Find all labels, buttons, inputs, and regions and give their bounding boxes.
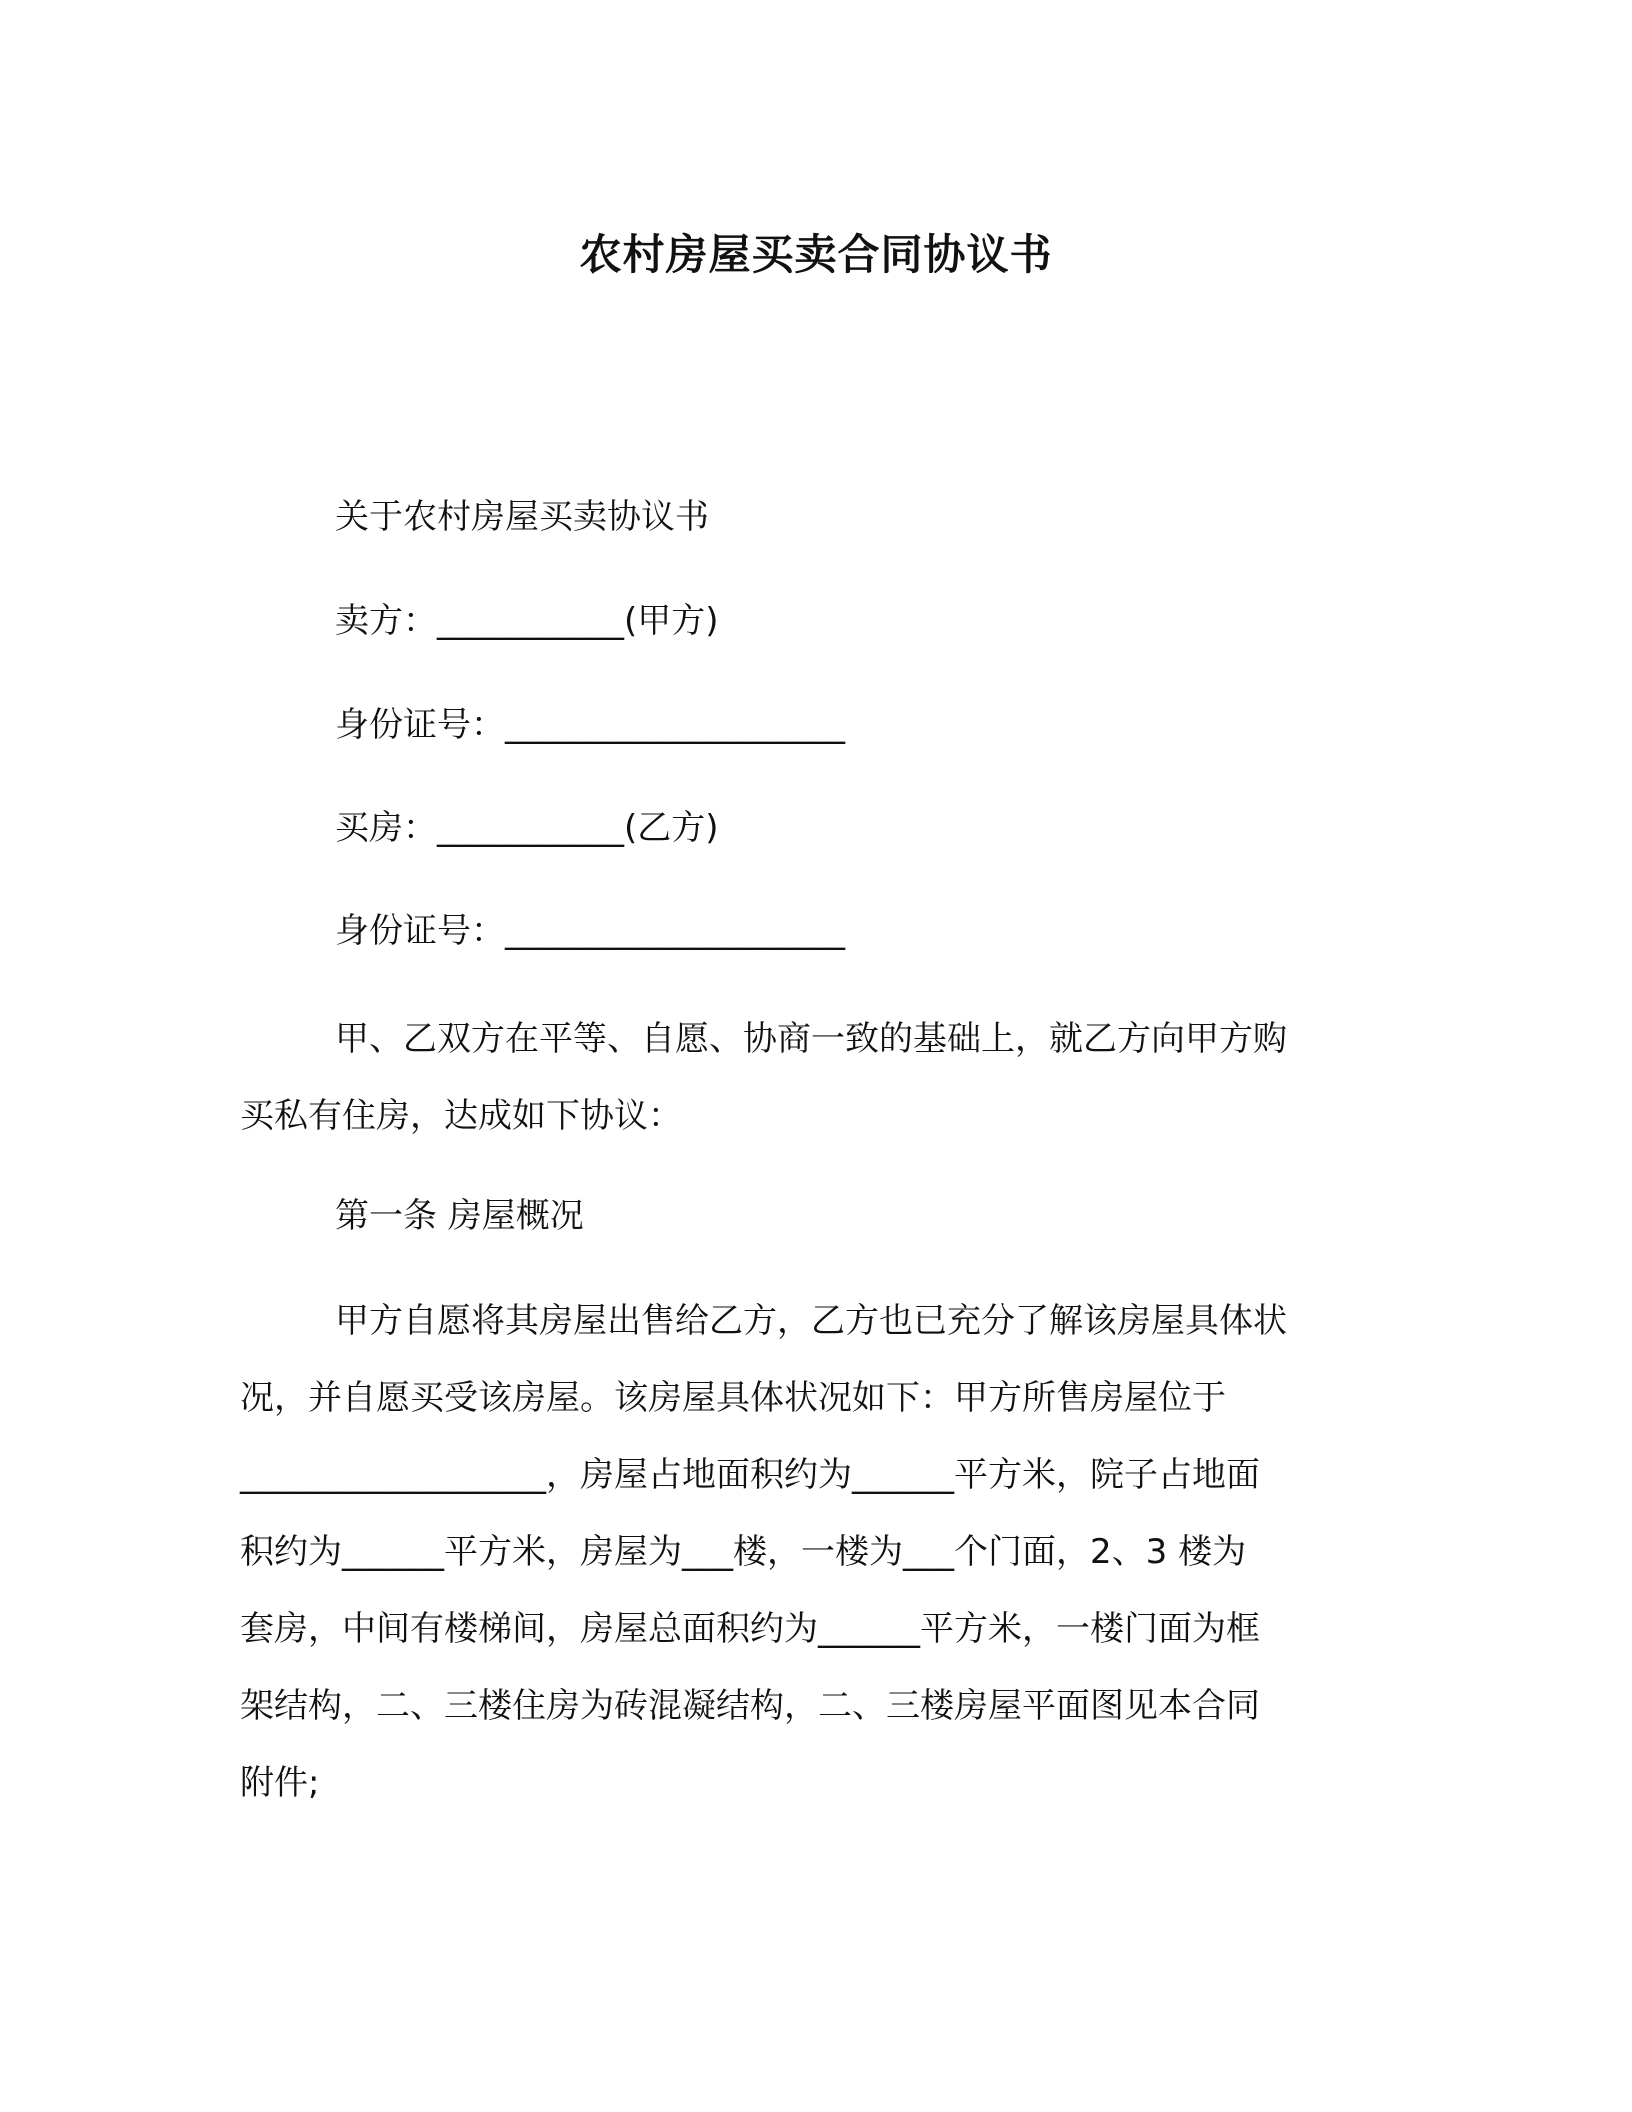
- document-title: 农村房屋买卖合同协议书: [579, 230, 1053, 279]
- article1-line: 况，并自愿买受该房屋。该房屋具体状况如下：甲方所售房屋位于: [240, 1378, 1226, 1418]
- seller-field: 卖方：___________(甲方): [335, 601, 719, 641]
- article1-heading: 第一条 房屋概况: [335, 1196, 584, 1236]
- seller-id-field: 身份证号：____________________: [335, 705, 845, 745]
- article1-line: 套房，中间有楼梯间，房屋总面积约为______平方米，一楼门面为框: [240, 1609, 1260, 1649]
- intro-line: 买私有住房，达成如下协议：: [240, 1096, 682, 1136]
- document-subtitle: 关于农村房屋买卖协议书: [335, 497, 709, 537]
- article1-paragraph: [240, 1283, 1380, 1822]
- buyer-id-field: 身份证号：____________________: [335, 911, 845, 951]
- article1-line: 积约为______平方米，房屋为___楼，一楼为___个门面，2、3 楼为: [240, 1532, 1247, 1572]
- article1-line: 甲方自愿将其房屋出售给乙方，乙方也已充分了解该房屋具体状: [335, 1301, 1287, 1341]
- article1-line: __________________，房屋占地面积约为______平方米，院子占地面: [240, 1455, 1260, 1495]
- intro-paragraph: [240, 1001, 1380, 1155]
- article1-line: 架结构，二、三楼住房为砖混凝结构，二、三楼房屋平面图见本合同: [240, 1686, 1260, 1726]
- article1-line: 附件;: [240, 1763, 320, 1803]
- buyer-field: 买房：___________(乙方): [335, 808, 719, 848]
- intro-line: 甲、乙双方在平等、自愿、协商一致的基础上，就乙方向甲方购: [335, 1019, 1287, 1059]
